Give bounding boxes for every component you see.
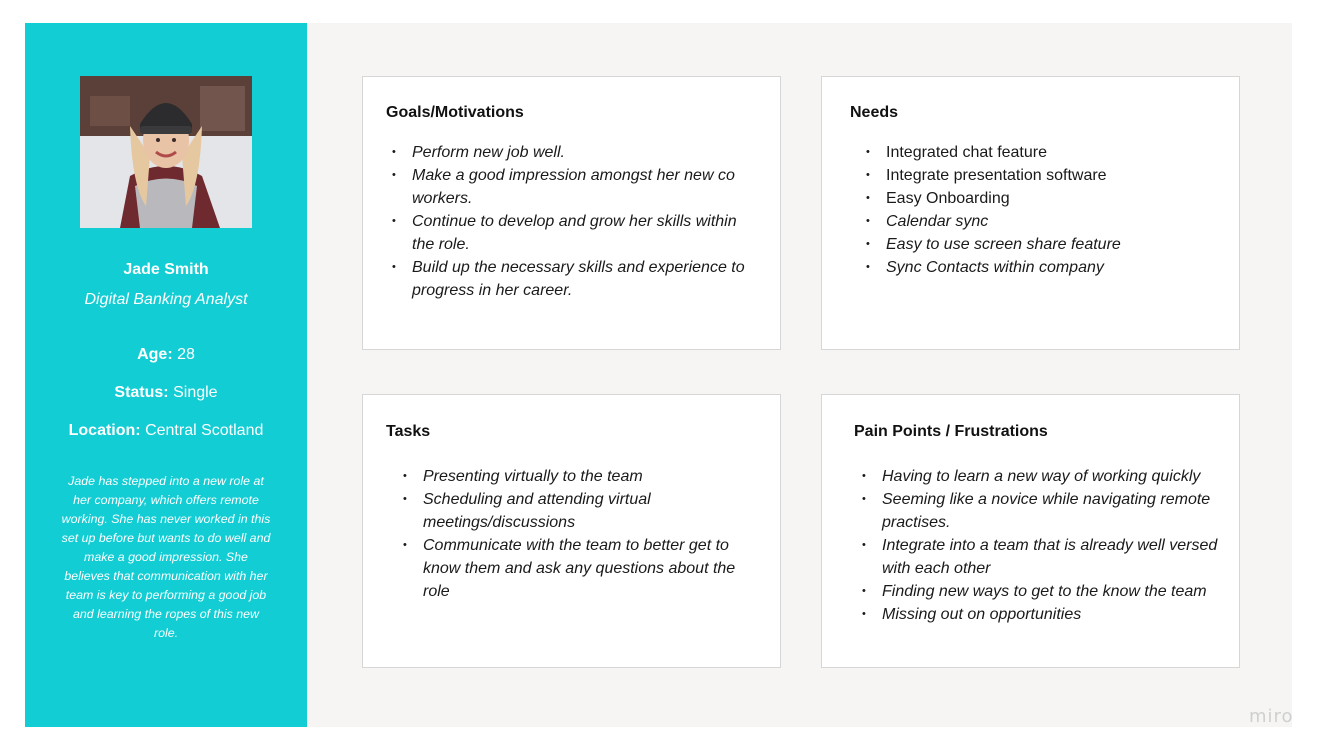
tasks-title: Tasks: [386, 423, 431, 440]
goals-title: Goals/Motivations: [386, 104, 524, 121]
tasks-card[interactable]: [362, 394, 781, 668]
persona-role: Digital Banking Analyst: [84, 291, 248, 308]
list-item: • Scheduling and attending virtual meetings/discussions: [397, 488, 757, 534]
list-item: • Continue to develop and grow her skills within the role.: [386, 210, 756, 256]
tasks-list: [397, 465, 757, 603]
persona-location: [25, 422, 307, 440]
needs-title: Needs: [850, 104, 899, 121]
needs-list: [860, 141, 1220, 279]
needs-card[interactable]: [821, 76, 1240, 350]
age-value: 28: [177, 346, 195, 363]
list-item: • Build up the necessary skills and experience to progress in her career.: [386, 256, 756, 302]
list-item: • Finding new ways to get to the know the team: [856, 580, 1226, 603]
persona-bio: Jade has stepped into a new role at her company, which offers remote working. She has never worked in this set up before but wants to do well and make a good impression. She believes that communication with her team is key to performing a good job and learning the ropes of this new role.: [61, 474, 271, 640]
status-value: Single: [173, 384, 218, 401]
list-item: • Easy to use screen share feature: [860, 233, 1220, 256]
status-label: Status:: [114, 384, 169, 401]
goals-list: [386, 141, 756, 302]
list-item: • Perform new job well.: [386, 141, 756, 164]
list-item: • Calendar sync: [860, 210, 1220, 233]
pain-points-list: [856, 465, 1226, 626]
location-value: Central Scotland: [145, 422, 264, 439]
persona-age: [25, 346, 307, 364]
list-item: • Missing out on opportunities: [856, 603, 1226, 626]
list-item: • Integrate into a team that is already well versed with each other: [856, 534, 1226, 580]
list-item: • Having to learn a new way of working quickly: [856, 465, 1226, 488]
persona-photo: [80, 76, 252, 228]
list-item: • Communicate with the team to better get to know them and ask any questions about the role: [397, 534, 757, 603]
list-item: • Integrated chat feature: [860, 141, 1220, 164]
persona-sidebar: [25, 23, 307, 727]
persona-name: Jade Smith: [123, 261, 209, 278]
goals-card[interactable]: [362, 76, 781, 350]
pain-points-card[interactable]: [821, 394, 1240, 668]
list-item: • Seeming like a novice while navigating remote practises.: [856, 488, 1226, 534]
list-item: • Easy Onboarding: [860, 187, 1220, 210]
pain-points-title: Pain Points / Frustrations: [854, 423, 1048, 440]
miro-watermark: miro: [1249, 706, 1294, 727]
list-item: • Make a good impression amongst her new co workers.: [386, 164, 756, 210]
list-item: • Sync Contacts within company: [860, 256, 1220, 279]
list-item: • Integrate presentation software: [860, 164, 1220, 187]
age-label: Age:: [137, 346, 173, 363]
location-label: Location:: [68, 422, 141, 439]
list-item: • Presenting virtually to the team: [397, 465, 757, 488]
persona-status: [25, 384, 307, 402]
